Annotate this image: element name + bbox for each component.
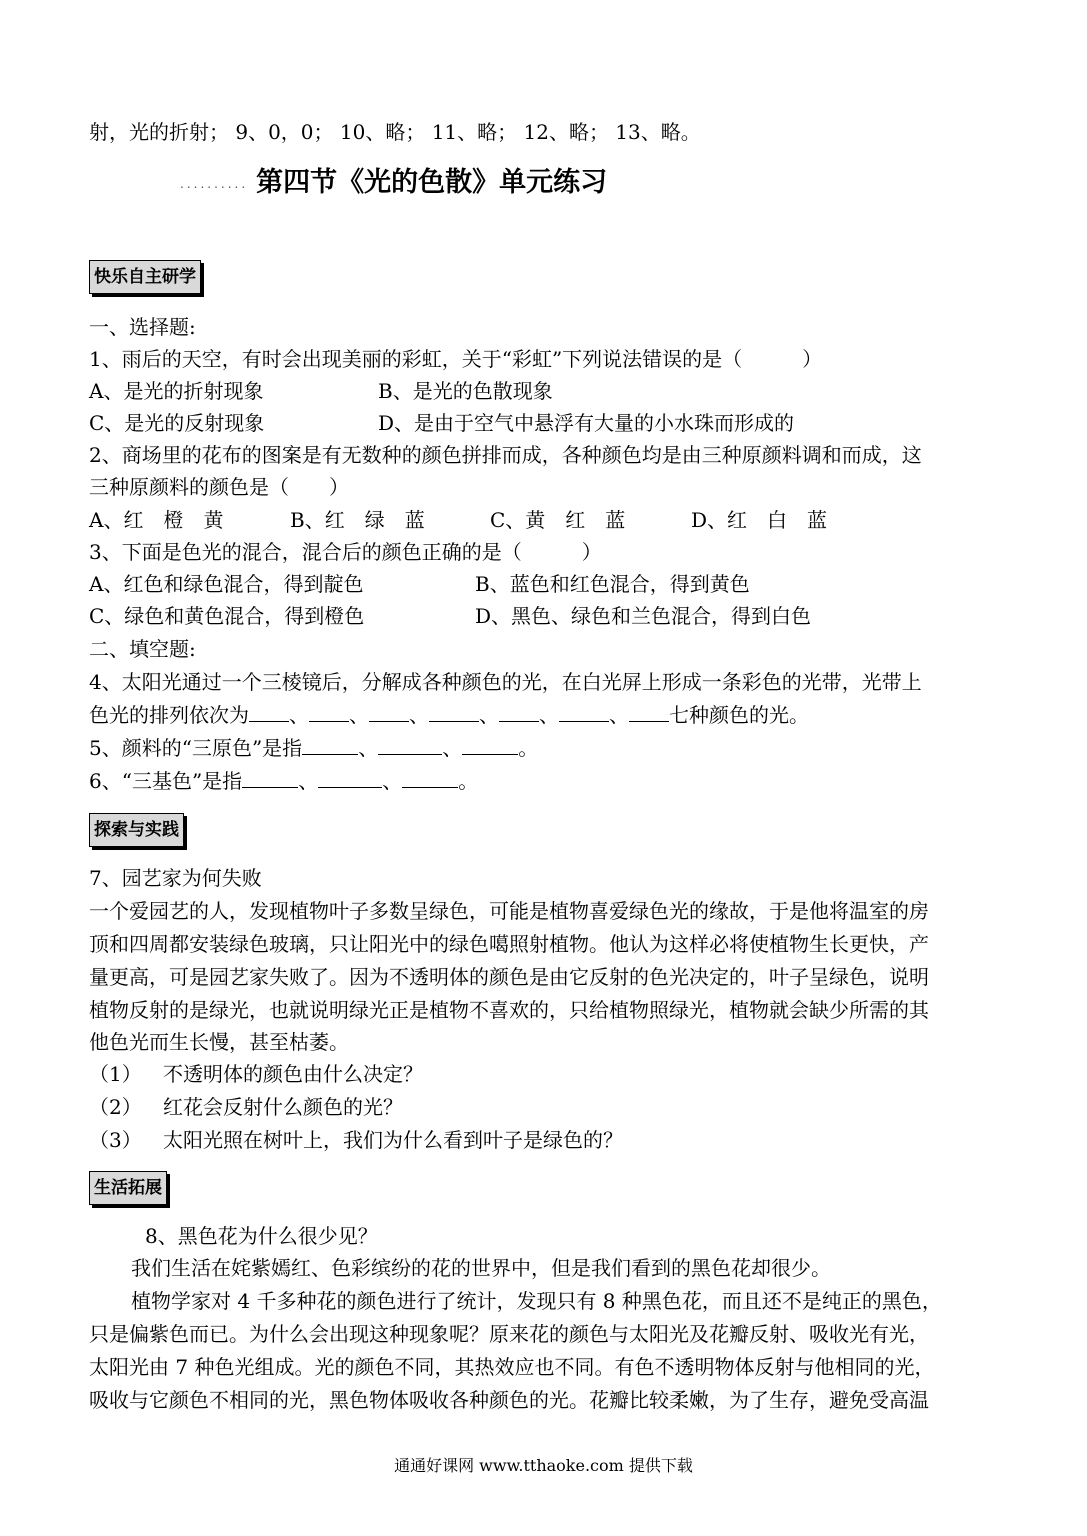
q7-sub2-number: （2） (89, 1095, 142, 1119)
q4-blank-6[interactable] (559, 699, 609, 722)
q6-line (89, 765, 478, 797)
q6-blank-2[interactable] (318, 765, 382, 788)
q5-line (89, 732, 538, 764)
q4-suffix: 七种颜色的光。 (669, 703, 809, 727)
q7-sub1-text: 不透明体的颜色由什么决定？ (163, 1062, 423, 1086)
answer-line: 射，光的折射； 9、0，0； 10、略； 11、略； 12、略； 13、略。 (89, 120, 701, 144)
section-heading-life-extension: 生活拓展 (89, 1171, 167, 1205)
q3-option-d: D、黑色、绿色和兰色混合，得到白色 (475, 604, 812, 628)
page-title (180, 160, 607, 199)
q4-sep: 、 (609, 703, 629, 727)
q4-line2 (89, 699, 809, 731)
q6-blank-3[interactable] (402, 765, 458, 788)
q8-para-line3: 只是偏紫色而已。为什么会出现这种现象呢？原来花的颜色与太阳光及花瓣反射、吸收光有光， (89, 1322, 929, 1346)
q1-option-d: D、是由于空气中悬浮有大量的小水珠而形成的 (378, 411, 795, 435)
q4-blank-2[interactable] (309, 699, 349, 722)
q5-blank-1[interactable] (302, 732, 358, 755)
page-footer: 通通好课网 www.tthaoke.com 提供下载 (394, 1456, 693, 1475)
q8-para-line1: 我们生活在姹紫嫣红、色彩缤纷的花的世界中，但是我们看到的黑色花却很少。 (131, 1256, 831, 1280)
q4-blank-7[interactable] (629, 699, 669, 722)
q6-blank-1[interactable] (242, 765, 298, 788)
q6-prefix: 6、“三基色”是指 (89, 769, 243, 793)
q8-para-line4: 太阳光由 7 种色光组成。光的颜色不同，其热效应也不同。有色不透明物体反射与他相同的光， (89, 1355, 935, 1379)
q7-title: 7、园艺家为何失败 (89, 866, 262, 890)
q5-sep: 、 (442, 736, 463, 760)
q2-option-a: A、红 橙 黄 (89, 508, 224, 532)
title-leader-dots: .......... (180, 176, 249, 191)
section-heading-self-study: 快乐自主研学 (89, 260, 201, 294)
q2-option-d: D、红 白 蓝 (691, 508, 828, 532)
q5-prefix: 5、颜料的“三原色”是指 (89, 736, 303, 760)
q3-option-a: A、红色和绿色混合，得到靛色 (89, 572, 364, 596)
q1-option-a: A、是光的折射现象 (89, 379, 264, 403)
q4-prefix: 色光的排列依次为 (89, 703, 249, 727)
q4-blank-5[interactable] (499, 699, 539, 722)
q3-option-c: C、绿色和黄色混合，得到橙色 (89, 604, 365, 628)
q2-option-c: C、黄 红 蓝 (490, 508, 626, 532)
q7-sub1-number: （1） (89, 1062, 142, 1086)
q4-sep: 、 (539, 703, 559, 727)
q2-stem-line2: 三种原颜料的颜色是（ ） (89, 475, 349, 499)
q7-sub3 (89, 1124, 623, 1156)
section-heading-explore-practice: 探索与实践 (89, 813, 184, 847)
q7-sub2 (89, 1091, 403, 1123)
q6-suffix: 。 (458, 769, 479, 793)
q5-suffix: 。 (518, 736, 539, 760)
q8-title: 8、黑色花为什么很少见？ (145, 1224, 378, 1248)
q7-para-line4: 植物反射的是绿光，也就说明绿光正是植物不喜欢的，只给植物照绿光，植物就会缺少所需的其 (89, 998, 929, 1022)
q4-sep: 、 (409, 703, 429, 727)
q7-sub1 (89, 1058, 423, 1090)
q7-sub3-text: 太阳光照在树叶上，我们为什么看到叶子是绿色的？ (163, 1128, 623, 1152)
q5-blank-2[interactable] (378, 732, 442, 755)
q3-stem: 3、下面是色光的混合，混合后的颜色正确的是（ ） (89, 540, 602, 564)
title-text: 第四节《光的色散》单元练习 (256, 167, 608, 198)
q5-blank-3[interactable] (462, 732, 518, 755)
q8-para-line5: 吸收与它颜色不相同的光，黑色物体吸收各种颜色的光。花瓣比较柔嫩，为了生存，避免受高温 (89, 1388, 929, 1412)
q7-sub2-text: 红花会反射什么颜色的光？ (163, 1095, 403, 1119)
q4-sep: 、 (289, 703, 309, 727)
q1-option-b: B、是光的色散现象 (378, 379, 553, 403)
q4-sep: 、 (349, 703, 369, 727)
q7-para-line5: 他色光而生长慢，甚至枯萎。 (89, 1030, 349, 1054)
q4-sep: 、 (479, 703, 499, 727)
q4-blank-1[interactable] (249, 699, 289, 722)
q2-stem-line1: 2、商场里的花布的图案是有无数种的颜色拼排而成，各种颜色均是由三种原颜料调和而成，这 (89, 443, 922, 467)
part1-heading: 一、选择题: (89, 315, 196, 339)
q7-para-line1: 一个爱园艺的人，发现植物叶子多数呈绿色，可能是植物喜爱绿色光的缘故，于是他将温室的房 (89, 899, 929, 923)
q4-line1: 4、太阳光通过一个三棱镜后，分解成各种颜色的光，在白光屏上形成一条彩色的光带，光带上 (89, 670, 922, 694)
q5-sep: 、 (358, 736, 379, 760)
q6-sep: 、 (382, 769, 403, 793)
q2-option-b: B、红 绿 蓝 (290, 508, 425, 532)
q6-sep: 、 (298, 769, 319, 793)
q4-blank-4[interactable] (429, 699, 479, 722)
q7-sub3-number: （3） (89, 1128, 142, 1152)
q8-para-line2: 植物学家对 4 千多种花的颜色进行了统计，发现只有 8 种黑色花，而且还不是纯正的黑色， (131, 1289, 942, 1313)
q1-stem: 1、雨后的天空，有时会出现美丽的彩虹，关于“彩虹”下列说法错误的是（ ） (89, 347, 823, 371)
q4-blank-3[interactable] (369, 699, 409, 722)
q3-option-b: B、蓝色和红色混合，得到黄色 (475, 572, 750, 596)
part2-heading: 二、填空题: (89, 637, 196, 661)
q1-option-c: C、是光的反射现象 (89, 411, 265, 435)
q7-para-line2: 顶和四周都安装绿色玻璃，只让阳光中的绿色噶照射植物。他认为这样必将使植物生长更快，产 (89, 932, 929, 956)
q7-para-line3: 量更高，可是园艺家失败了。因为不透明体的颜色是由它反射的色光决定的，叶子呈绿色，说明 (89, 965, 929, 989)
